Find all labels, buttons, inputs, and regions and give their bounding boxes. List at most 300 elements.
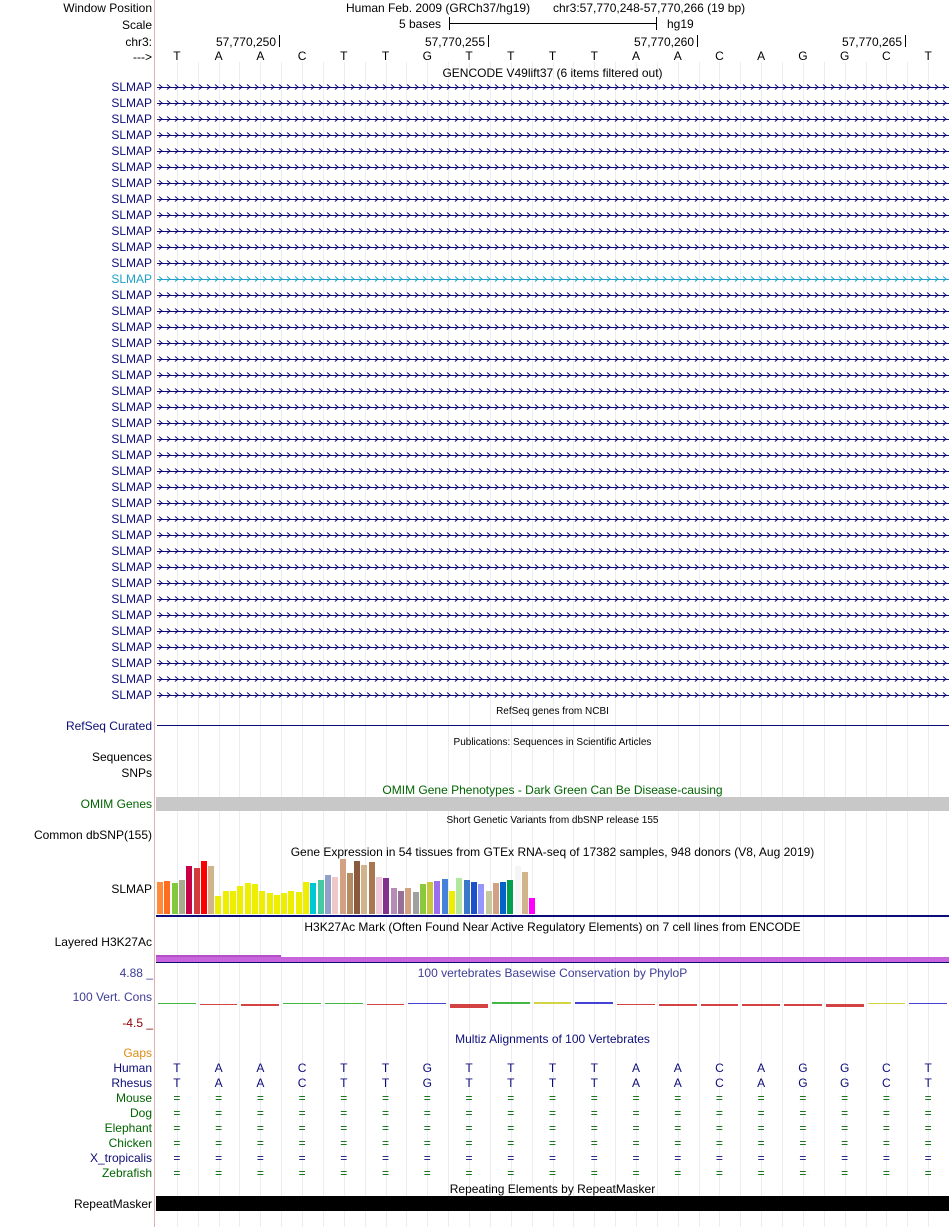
multiz-base: = xyxy=(799,1091,807,1105)
multiz-base: T xyxy=(465,1061,473,1075)
coordinate-label: 57,770,265 xyxy=(841,35,902,49)
base-letter: T xyxy=(507,49,515,63)
phylop-score[interactable] xyxy=(659,1004,697,1006)
gencode-transcript[interactable] xyxy=(157,243,949,251)
gtex-tissue-bar[interactable] xyxy=(215,896,221,914)
multiz-species-label[interactable]: Chicken xyxy=(108,1136,152,1150)
multiz-base: = xyxy=(256,1166,264,1180)
multiz-species-label[interactable]: Mouse xyxy=(115,1091,152,1105)
gencode-transcript[interactable] xyxy=(157,435,949,443)
multiz-gaps-label[interactable]: Gaps xyxy=(123,1046,152,1060)
gencode-transcript[interactable] xyxy=(157,259,949,267)
multiz-base: = xyxy=(841,1106,849,1120)
gtex-tissue-bar[interactable] xyxy=(296,892,302,914)
multiz-base: = xyxy=(841,1136,849,1150)
phylop-score[interactable] xyxy=(784,1004,822,1006)
phylop-score[interactable] xyxy=(325,1003,363,1004)
gencode-gene-label[interactable]: SLMAP xyxy=(111,368,152,382)
multiz-base: = xyxy=(256,1121,264,1135)
phylop-max-label: 4.88 _ xyxy=(119,966,153,980)
gencode-transcript[interactable] xyxy=(157,291,949,299)
gtex-tissue-bar[interactable] xyxy=(259,891,265,914)
gencode-transcript[interactable] xyxy=(157,611,949,619)
gencode-transcript[interactable] xyxy=(157,131,949,139)
multiz-base: = xyxy=(757,1091,765,1105)
multiz-species-label[interactable]: X_tropicalis xyxy=(89,1151,152,1165)
multiz-base: = xyxy=(298,1151,306,1165)
gencode-transcript[interactable] xyxy=(157,115,949,123)
multiz-base: = xyxy=(465,1091,473,1105)
multiz-base: A xyxy=(757,1061,766,1075)
gtex-tissue-bar[interactable] xyxy=(493,883,499,914)
multiz-species-label[interactable]: Zebrafish xyxy=(101,1166,152,1180)
coordinate-tick xyxy=(488,35,489,47)
gencode-gene-label[interactable]: SLMAP xyxy=(111,592,152,606)
gencode-transcript[interactable] xyxy=(157,499,949,507)
strand-label: ---> xyxy=(133,50,152,64)
gencode-transcript[interactable] xyxy=(157,691,949,699)
scale-label: Scale xyxy=(121,18,152,32)
multiz-base: = xyxy=(256,1151,264,1165)
gencode-gene-label[interactable]: SLMAP xyxy=(111,128,152,142)
gtex-tissue-bar[interactable] xyxy=(376,877,382,914)
gencode-gene-label[interactable]: SLMAP xyxy=(111,432,152,446)
base-letter: T xyxy=(381,49,390,63)
assembly-text: Human Feb. 2009 (GRCh37/hg19) xyxy=(346,1,531,15)
gtex-tissue-bar[interactable] xyxy=(201,861,207,914)
gencode-gene-label[interactable]: SLMAP xyxy=(111,464,152,478)
gencode-transcript[interactable] xyxy=(157,355,949,363)
multiz-base: = xyxy=(507,1136,515,1150)
coordinate-tick xyxy=(905,35,906,47)
multiz-base: T xyxy=(173,1061,181,1075)
multiz-base: = xyxy=(340,1121,348,1135)
gtex-tissue-bar[interactable] xyxy=(464,880,470,914)
gencode-gene-label[interactable]: SLMAP xyxy=(111,272,152,286)
multiz-base: = xyxy=(507,1151,515,1165)
gencode-gene-label[interactable]: SLMAP xyxy=(111,160,152,174)
multiz-base: = xyxy=(632,1106,640,1120)
multiz-species-label[interactable]: Human xyxy=(113,1061,152,1075)
gencode-gene-label[interactable]: SLMAP xyxy=(111,256,152,270)
scale-bar xyxy=(449,23,657,24)
gencode-gene-label[interactable]: SLMAP xyxy=(111,624,152,638)
multiz-base: T xyxy=(590,1061,598,1075)
base-letter: T xyxy=(924,49,932,63)
gencode-transcript[interactable] xyxy=(157,579,949,587)
gtex-tissue-bar[interactable] xyxy=(267,893,273,914)
gtex-tissue-bar[interactable] xyxy=(478,884,484,914)
multiz-base: T xyxy=(590,1076,598,1090)
window-position-label: Window Position xyxy=(63,1,152,15)
gencode-transcript[interactable] xyxy=(157,563,949,571)
gencode-transcript[interactable] xyxy=(157,595,949,603)
gencode-gene-label[interactable]: SLMAP xyxy=(111,240,152,254)
gencode-transcript[interactable] xyxy=(157,627,949,635)
phylop-score[interactable] xyxy=(617,1004,655,1005)
h3k27ac-track-title[interactable]: H3K27Ac Mark (Often Found Near Active Regulatory Elements) on 7 cell lines from ENCODE xyxy=(304,920,801,934)
multiz-base: T xyxy=(548,1076,557,1090)
scale-bar-right-tick xyxy=(656,17,657,30)
multiz-base: = xyxy=(340,1106,348,1120)
gtex-tissue-bar[interactable] xyxy=(194,868,200,914)
gencode-gene-label[interactable]: SLMAP xyxy=(111,400,152,414)
gtex-tissue-bar[interactable] xyxy=(405,888,411,914)
multiz-base: = xyxy=(256,1136,264,1150)
gencode-gene-label[interactable]: SLMAP xyxy=(111,336,152,350)
multiz-base: = xyxy=(799,1106,807,1120)
gencode-gene-label[interactable]: SLMAP xyxy=(111,224,152,238)
base-letter: G xyxy=(839,49,850,63)
multiz-species-label[interactable]: Elephant xyxy=(104,1121,152,1135)
phylop-score[interactable] xyxy=(534,1002,572,1004)
h3k27ac-track-label[interactable]: Layered H3K27Ac xyxy=(54,935,152,949)
gtex-tissue-bar[interactable] xyxy=(223,891,229,914)
gtex-tissue-bar[interactable] xyxy=(281,893,287,914)
multiz-base: = xyxy=(256,1091,264,1105)
gtex-tissue-bar[interactable] xyxy=(486,891,492,914)
gtex-tissue-bar[interactable] xyxy=(413,892,419,914)
gtex-baseline xyxy=(156,915,949,917)
multiz-base: = xyxy=(590,1136,598,1150)
multiz-base: G xyxy=(839,1061,850,1075)
publications-track-title[interactable]: Publications: Sequences in Scientific Articles xyxy=(453,737,652,748)
gtex-tissue-bar[interactable] xyxy=(252,884,258,914)
gtex-tissue-bar[interactable] xyxy=(347,873,353,914)
gencode-transcript[interactable] xyxy=(157,195,949,203)
multiz-base: = xyxy=(340,1136,348,1150)
multiz-base: = xyxy=(298,1136,306,1150)
gtex-tissue-bar[interactable] xyxy=(325,875,331,914)
multiz-base: = xyxy=(674,1091,682,1105)
gencode-transcript[interactable] xyxy=(157,275,949,283)
multiz-base: = xyxy=(924,1166,932,1180)
gencode-transcript[interactable] xyxy=(157,99,949,107)
gtex-track-label[interactable]: SLMAP xyxy=(111,882,152,896)
position-text[interactable]: chr3:57,770,248-57,770,266 (19 bp) xyxy=(553,1,746,15)
multiz-species-label[interactable]: Dog xyxy=(129,1106,152,1120)
gtex-tissue-bar[interactable] xyxy=(500,882,506,914)
multiz-base: = xyxy=(465,1106,473,1120)
gencode-gene-label[interactable]: SLMAP xyxy=(111,528,152,542)
multiz-base: = xyxy=(507,1166,515,1180)
multiz-base: = xyxy=(799,1136,807,1150)
multiz-base: = xyxy=(674,1136,682,1150)
omim-bar[interactable] xyxy=(156,797,949,811)
multiz-base: G xyxy=(798,1076,808,1090)
phylop-track-label[interactable]: 100 Vert. Cons xyxy=(72,990,152,1004)
gencode-gene-label[interactable]: SLMAP xyxy=(111,208,152,222)
gtex-tissue-bar[interactable] xyxy=(310,883,316,914)
multiz-base: = xyxy=(632,1091,640,1105)
multiz-base: = xyxy=(173,1091,181,1105)
gencode-gene-label[interactable]: SLMAP xyxy=(111,352,152,366)
phylop-score[interactable] xyxy=(450,1004,488,1008)
gtex-tissue-bar[interactable] xyxy=(303,882,309,914)
multiz-base: C xyxy=(297,1061,307,1075)
gtex-tissue-bar[interactable] xyxy=(449,891,455,914)
base-letter: A xyxy=(631,49,640,63)
multiz-base: T xyxy=(924,1076,932,1090)
gencode-gene-label[interactable]: SLMAP xyxy=(111,688,152,702)
gtex-tissue-bar[interactable] xyxy=(237,886,243,914)
multiz-base: C xyxy=(715,1076,724,1090)
gencode-transcript[interactable] xyxy=(157,147,949,155)
refseq-gene-line[interactable] xyxy=(157,725,949,726)
multiz-base: T xyxy=(381,1061,390,1075)
gencode-gene-label[interactable]: SLMAP xyxy=(111,176,152,190)
gencode-transcript[interactable] xyxy=(157,387,949,395)
gtex-tissue-bar[interactable] xyxy=(245,883,251,914)
dbsnp-track-title[interactable]: Short Genetic Variants from dbSNP release 155 xyxy=(446,815,659,826)
gencode-gene-label[interactable]: SLMAP xyxy=(111,656,152,670)
gencode-gene-label[interactable]: SLMAP xyxy=(111,80,152,94)
multiz-base: = xyxy=(465,1166,473,1180)
multiz-base: A xyxy=(673,1061,682,1075)
phylop-score[interactable] xyxy=(158,1003,196,1004)
gtex-tissue-bar[interactable] xyxy=(164,881,170,914)
gencode-transcript[interactable] xyxy=(157,371,949,379)
multiz-base: T xyxy=(340,1076,348,1090)
gencode-gene-label[interactable]: SLMAP xyxy=(111,192,152,206)
multiz-base: = xyxy=(799,1166,807,1180)
multiz-base: = xyxy=(841,1121,849,1135)
base-letter: C xyxy=(297,49,307,63)
gtex-tissue-bar[interactable] xyxy=(361,865,367,914)
multiz-base: = xyxy=(423,1121,431,1135)
multiz-base: = xyxy=(507,1106,515,1120)
gtex-tissue-bar[interactable] xyxy=(157,882,163,914)
omim-track-label[interactable]: OMIM Genes xyxy=(80,797,152,811)
phylop-score[interactable] xyxy=(909,1003,947,1004)
gencode-transcript[interactable] xyxy=(157,531,949,539)
gencode-transcript[interactable] xyxy=(157,323,949,331)
base-letter: T xyxy=(340,49,348,63)
multiz-base: = xyxy=(465,1136,473,1150)
gencode-gene-label[interactable]: SLMAP xyxy=(111,384,152,398)
gencode-gene-label[interactable]: SLMAP xyxy=(111,640,152,654)
base-letter: G xyxy=(798,49,808,63)
repeatmasker-track-label[interactable]: RepeatMasker xyxy=(73,1197,152,1211)
gtex-tissue-bar[interactable] xyxy=(529,898,535,914)
multiz-base: = xyxy=(340,1091,348,1105)
multiz-base: = xyxy=(882,1091,890,1105)
multiz-base: = xyxy=(465,1151,473,1165)
phylop-score[interactable] xyxy=(241,1004,279,1006)
gencode-transcript[interactable] xyxy=(157,643,949,651)
multiz-base: = xyxy=(173,1121,181,1135)
multiz-base: = xyxy=(674,1151,682,1165)
multiz-base: = xyxy=(924,1151,932,1165)
gencode-transcript[interactable] xyxy=(157,419,949,427)
multiz-base: = xyxy=(173,1166,181,1180)
multiz-base: = xyxy=(382,1166,390,1180)
gtex-tissue-bar[interactable] xyxy=(274,895,280,914)
gtex-tissue-bar[interactable] xyxy=(427,882,433,914)
multiz-base: A xyxy=(673,1076,682,1090)
multiz-base: = xyxy=(298,1166,306,1180)
refseq-track-label[interactable]: RefSeq Curated xyxy=(65,719,152,733)
gtex-tissue-bar[interactable] xyxy=(391,888,397,914)
multiz-base: = xyxy=(799,1121,807,1135)
scale-text: 5 bases xyxy=(399,17,442,31)
gencode-transcript[interactable] xyxy=(157,227,949,235)
gtex-tissue-bar[interactable] xyxy=(172,883,178,914)
multiz-base: = xyxy=(382,1151,390,1165)
multiz-base: G xyxy=(839,1076,850,1090)
gencode-transcript[interactable] xyxy=(157,451,949,459)
gtex-tissue-bar[interactable] xyxy=(318,880,324,914)
phylop-score[interactable] xyxy=(868,1003,906,1004)
gencode-transcript[interactable] xyxy=(157,659,949,667)
gtex-tissue-bar[interactable] xyxy=(420,884,426,914)
gencode-gene-label[interactable]: SLMAP xyxy=(111,320,152,334)
gencode-gene-label[interactable]: SLMAP xyxy=(111,512,152,526)
gencode-transcript[interactable] xyxy=(157,483,949,491)
multiz-base: = xyxy=(215,1166,223,1180)
gencode-gene-label[interactable]: SLMAP xyxy=(111,560,152,574)
gencode-transcript[interactable] xyxy=(157,467,949,475)
repeatmasker-bar[interactable] xyxy=(156,1196,949,1211)
gencode-transcript[interactable] xyxy=(157,675,949,683)
multiz-base: = xyxy=(674,1166,682,1180)
multiz-base: = xyxy=(507,1121,515,1135)
gencode-transcript[interactable] xyxy=(157,83,949,91)
phylop-score[interactable] xyxy=(200,1004,238,1005)
multiz-species-label[interactable]: Rhesus xyxy=(111,1076,152,1090)
scale-bar-left-tick xyxy=(449,17,450,30)
multiz-base: = xyxy=(924,1121,932,1135)
gtex-track-title[interactable]: Gene Expression in 54 tissues from GTEx RNA-seq of 17382 samples, 948 donors (V8, Aug 2019) xyxy=(290,845,815,859)
gtex-tissue-bar[interactable] xyxy=(507,880,513,914)
multiz-base: C xyxy=(882,1061,891,1075)
refseq-track-title[interactable]: RefSeq genes from NCBI xyxy=(496,706,609,717)
multiz-base: = xyxy=(882,1151,890,1165)
gencode-transcript[interactable] xyxy=(157,163,949,171)
multiz-base: = xyxy=(590,1106,598,1120)
multiz-base: T xyxy=(507,1076,515,1090)
gencode-transcript[interactable] xyxy=(157,547,949,555)
multiz-base: C xyxy=(715,1061,724,1075)
publications-label-sequences[interactable]: Sequences xyxy=(91,750,152,764)
multiz-base: G xyxy=(422,1061,432,1075)
multiz-base: = xyxy=(882,1121,890,1135)
multiz-base: = xyxy=(841,1166,849,1180)
multiz-base: = xyxy=(423,1151,431,1165)
gtex-tissue-bar[interactable] xyxy=(208,866,214,914)
gencode-gene-label[interactable]: SLMAP xyxy=(111,608,152,622)
gencode-gene-label[interactable]: SLMAP xyxy=(111,288,152,302)
gtex-tissue-bar[interactable] xyxy=(471,882,477,914)
gtex-tissue-bar[interactable] xyxy=(456,878,462,914)
gencode-gene-label[interactable]: SLMAP xyxy=(111,544,152,558)
publications-label-snps[interactable]: SNPs xyxy=(121,766,152,780)
multiz-track-title[interactable]: Multiz Alignments of 100 Vertebrates xyxy=(455,1032,650,1046)
base-letter: T xyxy=(590,49,598,63)
multiz-base: = xyxy=(590,1121,598,1135)
phylop-score[interactable] xyxy=(283,1003,321,1004)
gencode-gene-label[interactable]: SLMAP xyxy=(111,416,152,430)
coordinate-tick xyxy=(697,35,698,47)
gtex-tissue-bar[interactable] xyxy=(398,891,404,914)
multiz-base: = xyxy=(715,1091,723,1105)
gencode-gene-label[interactable]: SLMAP xyxy=(111,448,152,462)
multiz-base: = xyxy=(548,1136,556,1150)
multiz-base: G xyxy=(798,1061,808,1075)
gtex-tissue-bar[interactable] xyxy=(369,862,375,914)
gencode-transcript[interactable] xyxy=(157,339,949,347)
coordinate-label: 57,770,260 xyxy=(633,35,694,49)
gtex-tissue-bar[interactable] xyxy=(340,859,346,914)
repeatmasker-track-title[interactable]: Repeating Elements by RepeatMasker xyxy=(449,1182,656,1196)
gtex-tissue-bar[interactable] xyxy=(179,880,185,914)
gtex-tissue-bar[interactable] xyxy=(332,877,338,914)
omim-track-title[interactable]: OMIM Gene Phenotypes - Dark Green Can Be Disease-causing xyxy=(382,783,723,797)
multiz-base: = xyxy=(507,1091,515,1105)
gencode-transcript[interactable] xyxy=(157,179,949,187)
gtex-tissue-bar[interactable] xyxy=(522,872,528,914)
phylop-score[interactable] xyxy=(826,1004,864,1007)
gtex-tissue-bar[interactable] xyxy=(230,891,236,914)
gtex-tissue-bar[interactable] xyxy=(288,891,294,914)
multiz-base: = xyxy=(590,1166,598,1180)
dbsnp-track-label[interactable]: Common dbSNP(155) xyxy=(33,828,152,842)
phylop-score[interactable] xyxy=(575,1002,613,1004)
phylop-score[interactable] xyxy=(742,1004,780,1006)
gencode-transcript[interactable] xyxy=(157,307,949,315)
base-letter: A xyxy=(757,49,766,63)
phylop-score[interactable] xyxy=(492,1002,530,1004)
gtex-tissue-bar[interactable] xyxy=(383,878,389,914)
multiz-base: = xyxy=(173,1151,181,1165)
phylop-score[interactable] xyxy=(408,1003,446,1004)
coordinate-label: 57,770,250 xyxy=(215,35,276,49)
gtex-tissue-bar[interactable] xyxy=(354,861,360,914)
gtex-tissue-bar[interactable] xyxy=(515,866,521,914)
gencode-gene-label[interactable]: SLMAP xyxy=(111,112,152,126)
gtex-tissue-bar[interactable] xyxy=(442,879,448,914)
phylop-score[interactable] xyxy=(701,1004,739,1006)
gtex-tissue-bar[interactable] xyxy=(186,866,192,914)
gencode-gene-label[interactable]: SLMAP xyxy=(111,96,152,110)
gencode-gene-label[interactable]: SLMAP xyxy=(111,304,152,318)
gencode-transcript[interactable] xyxy=(157,403,949,411)
gencode-gene-label[interactable]: SLMAP xyxy=(111,144,152,158)
multiz-base: = xyxy=(215,1136,223,1150)
multiz-base: = xyxy=(173,1136,181,1150)
phylop-track-title[interactable]: 100 vertebrates Basewise Conservation by PhyloP xyxy=(417,966,688,980)
multiz-base: = xyxy=(757,1106,765,1120)
multiz-base: = xyxy=(757,1151,765,1165)
multiz-base: = xyxy=(757,1166,765,1180)
multiz-base: = xyxy=(757,1136,765,1150)
h3k27ac-signal-high[interactable] xyxy=(156,955,281,957)
multiz-base: = xyxy=(423,1166,431,1180)
gencode-gene-label[interactable]: SLMAP xyxy=(111,480,152,494)
multiz-base: = xyxy=(340,1166,348,1180)
gencode-transcript[interactable] xyxy=(157,211,949,219)
multiz-base: T xyxy=(173,1076,181,1090)
gencode-gene-label[interactable]: SLMAP xyxy=(111,672,152,686)
multiz-base: = xyxy=(924,1106,932,1120)
multiz-base: = xyxy=(548,1106,556,1120)
gencode-gene-label[interactable]: SLMAP xyxy=(111,576,152,590)
gencode-track-title[interactable]: GENCODE V49lift37 (6 items filtered out) xyxy=(442,66,663,80)
gencode-transcript[interactable] xyxy=(157,515,949,523)
phylop-score[interactable] xyxy=(367,1004,405,1005)
gencode-gene-label[interactable]: SLMAP xyxy=(111,496,152,510)
gtex-tissue-bar[interactable] xyxy=(434,881,440,914)
